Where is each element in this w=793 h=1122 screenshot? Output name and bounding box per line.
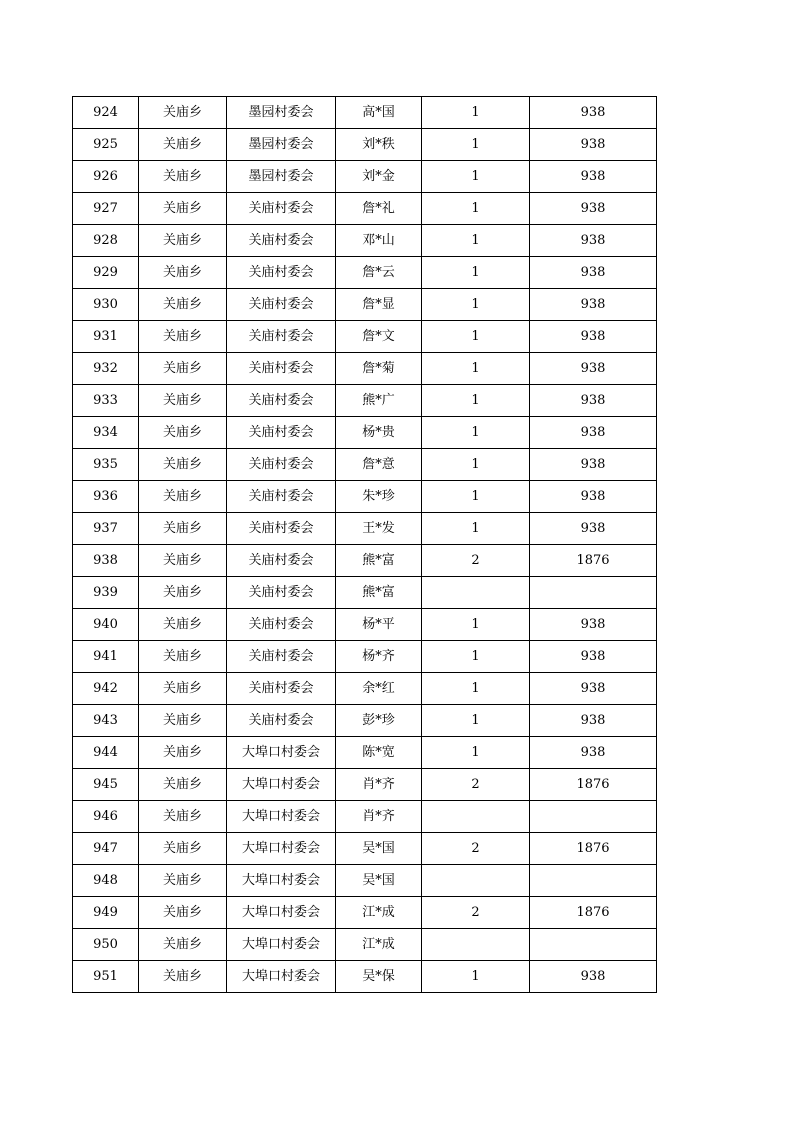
person-name-cell: 詹*云 bbox=[336, 257, 422, 289]
person-name-cell: 熊*广 bbox=[336, 385, 422, 417]
row-number-cell: 949 bbox=[73, 897, 139, 929]
township-cell: 关庙乡 bbox=[139, 481, 227, 513]
table-row bbox=[73, 481, 657, 513]
amount-cell bbox=[530, 865, 657, 897]
person-count-cell: 1 bbox=[422, 321, 530, 353]
row-number-cell: 950 bbox=[73, 929, 139, 961]
township-cell: 关庙乡 bbox=[139, 225, 227, 257]
table-row bbox=[73, 161, 657, 193]
row-number-cell: 944 bbox=[73, 737, 139, 769]
amount-cell bbox=[530, 929, 657, 961]
village-committee-cell: 大埠口村委会 bbox=[227, 833, 336, 865]
row-number-cell: 928 bbox=[73, 225, 139, 257]
row-number-cell: 942 bbox=[73, 673, 139, 705]
amount-cell bbox=[530, 801, 657, 833]
beneficiary-table bbox=[72, 96, 657, 993]
village-committee-cell: 关庙村委会 bbox=[227, 641, 336, 673]
amount-cell: 938 bbox=[530, 225, 657, 257]
village-committee-cell: 关庙村委会 bbox=[227, 321, 336, 353]
person-name-cell: 詹*礼 bbox=[336, 193, 422, 225]
table-row bbox=[73, 673, 657, 705]
person-count-cell: 2 bbox=[422, 833, 530, 865]
village-committee-cell: 墨园村委会 bbox=[227, 161, 336, 193]
table-row bbox=[73, 129, 657, 161]
person-count-cell bbox=[422, 929, 530, 961]
amount-cell: 1876 bbox=[530, 769, 657, 801]
village-committee-cell: 大埠口村委会 bbox=[227, 897, 336, 929]
row-number-cell: 939 bbox=[73, 577, 139, 609]
person-name-cell: 吴*国 bbox=[336, 833, 422, 865]
row-number-cell: 929 bbox=[73, 257, 139, 289]
township-cell: 关庙乡 bbox=[139, 641, 227, 673]
person-count-cell: 1 bbox=[422, 705, 530, 737]
amount-cell: 938 bbox=[530, 289, 657, 321]
township-cell: 关庙乡 bbox=[139, 385, 227, 417]
amount-cell bbox=[530, 577, 657, 609]
township-cell: 关庙乡 bbox=[139, 609, 227, 641]
township-cell: 关庙乡 bbox=[139, 97, 227, 129]
township-cell: 关庙乡 bbox=[139, 193, 227, 225]
person-name-cell: 詹*显 bbox=[336, 289, 422, 321]
person-name-cell: 杨*平 bbox=[336, 609, 422, 641]
person-name-cell: 熊*富 bbox=[336, 545, 422, 577]
township-cell: 关庙乡 bbox=[139, 897, 227, 929]
row-number-cell: 940 bbox=[73, 609, 139, 641]
person-name-cell: 杨*齐 bbox=[336, 641, 422, 673]
table-row bbox=[73, 289, 657, 321]
row-number-cell: 951 bbox=[73, 961, 139, 993]
person-count-cell: 1 bbox=[422, 97, 530, 129]
row-number-cell: 947 bbox=[73, 833, 139, 865]
amount-cell: 938 bbox=[530, 705, 657, 737]
township-cell: 关庙乡 bbox=[139, 257, 227, 289]
township-cell: 关庙乡 bbox=[139, 545, 227, 577]
person-name-cell: 杨*贵 bbox=[336, 417, 422, 449]
person-count-cell: 1 bbox=[422, 385, 530, 417]
table-row bbox=[73, 609, 657, 641]
row-number-cell: 930 bbox=[73, 289, 139, 321]
table-row bbox=[73, 97, 657, 129]
person-name-cell: 詹*菊 bbox=[336, 353, 422, 385]
row-number-cell: 927 bbox=[73, 193, 139, 225]
row-number-cell: 932 bbox=[73, 353, 139, 385]
amount-cell: 1876 bbox=[530, 897, 657, 929]
village-committee-cell: 关庙村委会 bbox=[227, 513, 336, 545]
table-row bbox=[73, 193, 657, 225]
amount-cell: 938 bbox=[530, 513, 657, 545]
table-row bbox=[73, 577, 657, 609]
person-name-cell: 高*国 bbox=[336, 97, 422, 129]
amount-cell: 938 bbox=[530, 193, 657, 225]
village-committee-cell: 大埠口村委会 bbox=[227, 801, 336, 833]
table-row bbox=[73, 353, 657, 385]
row-number-cell: 943 bbox=[73, 705, 139, 737]
person-name-cell: 詹*文 bbox=[336, 321, 422, 353]
table-row bbox=[73, 385, 657, 417]
person-count-cell: 1 bbox=[422, 417, 530, 449]
person-count-cell: 1 bbox=[422, 225, 530, 257]
row-number-cell: 941 bbox=[73, 641, 139, 673]
township-cell: 关庙乡 bbox=[139, 705, 227, 737]
amount-cell: 938 bbox=[530, 641, 657, 673]
person-name-cell: 熊*富 bbox=[336, 577, 422, 609]
row-number-cell: 938 bbox=[73, 545, 139, 577]
village-committee-cell: 关庙村委会 bbox=[227, 257, 336, 289]
township-cell: 关庙乡 bbox=[139, 865, 227, 897]
person-count-cell: 1 bbox=[422, 289, 530, 321]
person-count-cell: 2 bbox=[422, 897, 530, 929]
amount-cell: 938 bbox=[530, 609, 657, 641]
person-name-cell: 吴*保 bbox=[336, 961, 422, 993]
village-committee-cell: 大埠口村委会 bbox=[227, 769, 336, 801]
person-name-cell: 王*发 bbox=[336, 513, 422, 545]
township-cell: 关庙乡 bbox=[139, 737, 227, 769]
amount-cell: 938 bbox=[530, 737, 657, 769]
person-name-cell: 江*成 bbox=[336, 929, 422, 961]
amount-cell: 938 bbox=[530, 961, 657, 993]
person-count-cell bbox=[422, 801, 530, 833]
amount-cell: 1876 bbox=[530, 833, 657, 865]
table-row bbox=[73, 961, 657, 993]
township-cell: 关庙乡 bbox=[139, 769, 227, 801]
table-body bbox=[73, 97, 657, 993]
township-cell: 关庙乡 bbox=[139, 321, 227, 353]
amount-cell: 938 bbox=[530, 321, 657, 353]
table-row bbox=[73, 929, 657, 961]
village-committee-cell: 大埠口村委会 bbox=[227, 961, 336, 993]
person-count-cell: 2 bbox=[422, 769, 530, 801]
person-count-cell: 1 bbox=[422, 641, 530, 673]
township-cell: 关庙乡 bbox=[139, 161, 227, 193]
table-row bbox=[73, 321, 657, 353]
person-count-cell: 1 bbox=[422, 673, 530, 705]
village-committee-cell: 关庙村委会 bbox=[227, 385, 336, 417]
person-count-cell bbox=[422, 865, 530, 897]
village-committee-cell: 关庙村委会 bbox=[227, 225, 336, 257]
township-cell: 关庙乡 bbox=[139, 353, 227, 385]
table-row bbox=[73, 801, 657, 833]
person-count-cell: 1 bbox=[422, 353, 530, 385]
village-committee-cell: 关庙村委会 bbox=[227, 417, 336, 449]
township-cell: 关庙乡 bbox=[139, 801, 227, 833]
person-count-cell: 1 bbox=[422, 513, 530, 545]
township-cell: 关庙乡 bbox=[139, 577, 227, 609]
amount-cell: 938 bbox=[530, 129, 657, 161]
village-committee-cell: 关庙村委会 bbox=[227, 705, 336, 737]
person-count-cell: 1 bbox=[422, 961, 530, 993]
village-committee-cell: 关庙村委会 bbox=[227, 577, 336, 609]
township-cell: 关庙乡 bbox=[139, 929, 227, 961]
township-cell: 关庙乡 bbox=[139, 961, 227, 993]
row-number-cell: 945 bbox=[73, 769, 139, 801]
person-name-cell: 刘*金 bbox=[336, 161, 422, 193]
table-row bbox=[73, 865, 657, 897]
person-name-cell: 肖*齐 bbox=[336, 769, 422, 801]
village-committee-cell: 关庙村委会 bbox=[227, 673, 336, 705]
village-committee-cell: 关庙村委会 bbox=[227, 353, 336, 385]
row-number-cell: 936 bbox=[73, 481, 139, 513]
table-row bbox=[73, 417, 657, 449]
person-name-cell: 刘*秩 bbox=[336, 129, 422, 161]
township-cell: 关庙乡 bbox=[139, 129, 227, 161]
village-committee-cell: 墨园村委会 bbox=[227, 129, 336, 161]
person-count-cell bbox=[422, 577, 530, 609]
village-committee-cell: 关庙村委会 bbox=[227, 193, 336, 225]
table-row bbox=[73, 513, 657, 545]
table-row bbox=[73, 545, 657, 577]
person-name-cell: 邓*山 bbox=[336, 225, 422, 257]
row-number-cell: 926 bbox=[73, 161, 139, 193]
row-number-cell: 925 bbox=[73, 129, 139, 161]
village-committee-cell: 关庙村委会 bbox=[227, 289, 336, 321]
village-committee-cell: 大埠口村委会 bbox=[227, 737, 336, 769]
person-name-cell: 彭*珍 bbox=[336, 705, 422, 737]
township-cell: 关庙乡 bbox=[139, 513, 227, 545]
village-committee-cell: 墨园村委会 bbox=[227, 97, 336, 129]
table-row bbox=[73, 225, 657, 257]
person-name-cell: 吴*国 bbox=[336, 865, 422, 897]
amount-cell: 938 bbox=[530, 257, 657, 289]
person-name-cell: 江*成 bbox=[336, 897, 422, 929]
township-cell: 关庙乡 bbox=[139, 417, 227, 449]
village-committee-cell: 关庙村委会 bbox=[227, 481, 336, 513]
person-name-cell: 陈*宽 bbox=[336, 737, 422, 769]
row-number-cell: 931 bbox=[73, 321, 139, 353]
amount-cell: 938 bbox=[530, 353, 657, 385]
row-number-cell: 934 bbox=[73, 417, 139, 449]
person-count-cell: 1 bbox=[422, 129, 530, 161]
amount-cell: 938 bbox=[530, 385, 657, 417]
person-count-cell: 2 bbox=[422, 545, 530, 577]
person-count-cell: 1 bbox=[422, 449, 530, 481]
table-row bbox=[73, 449, 657, 481]
village-committee-cell: 关庙村委会 bbox=[227, 609, 336, 641]
table-row bbox=[73, 705, 657, 737]
person-name-cell: 朱*珍 bbox=[336, 481, 422, 513]
row-number-cell: 935 bbox=[73, 449, 139, 481]
amount-cell: 938 bbox=[530, 673, 657, 705]
township-cell: 关庙乡 bbox=[139, 673, 227, 705]
table-row bbox=[73, 833, 657, 865]
row-number-cell: 946 bbox=[73, 801, 139, 833]
village-committee-cell: 关庙村委会 bbox=[227, 545, 336, 577]
township-cell: 关庙乡 bbox=[139, 449, 227, 481]
village-committee-cell: 关庙村委会 bbox=[227, 449, 336, 481]
row-number-cell: 924 bbox=[73, 97, 139, 129]
amount-cell: 938 bbox=[530, 417, 657, 449]
row-number-cell: 948 bbox=[73, 865, 139, 897]
amount-cell: 938 bbox=[530, 449, 657, 481]
table-row bbox=[73, 897, 657, 929]
township-cell: 关庙乡 bbox=[139, 833, 227, 865]
person-name-cell: 肖*齐 bbox=[336, 801, 422, 833]
person-name-cell: 詹*意 bbox=[336, 449, 422, 481]
table-row bbox=[73, 257, 657, 289]
table-row bbox=[73, 641, 657, 673]
amount-cell: 1876 bbox=[530, 545, 657, 577]
village-committee-cell: 大埠口村委会 bbox=[227, 929, 336, 961]
row-number-cell: 937 bbox=[73, 513, 139, 545]
table-row bbox=[73, 737, 657, 769]
person-count-cell: 1 bbox=[422, 161, 530, 193]
amount-cell: 938 bbox=[530, 97, 657, 129]
township-cell: 关庙乡 bbox=[139, 289, 227, 321]
person-count-cell: 1 bbox=[422, 193, 530, 225]
person-name-cell: 余*红 bbox=[336, 673, 422, 705]
amount-cell: 938 bbox=[530, 481, 657, 513]
row-number-cell: 933 bbox=[73, 385, 139, 417]
person-count-cell: 1 bbox=[422, 609, 530, 641]
person-count-cell: 1 bbox=[422, 481, 530, 513]
amount-cell: 938 bbox=[530, 161, 657, 193]
village-committee-cell: 大埠口村委会 bbox=[227, 865, 336, 897]
person-count-cell: 1 bbox=[422, 737, 530, 769]
person-count-cell: 1 bbox=[422, 257, 530, 289]
table-row bbox=[73, 769, 657, 801]
